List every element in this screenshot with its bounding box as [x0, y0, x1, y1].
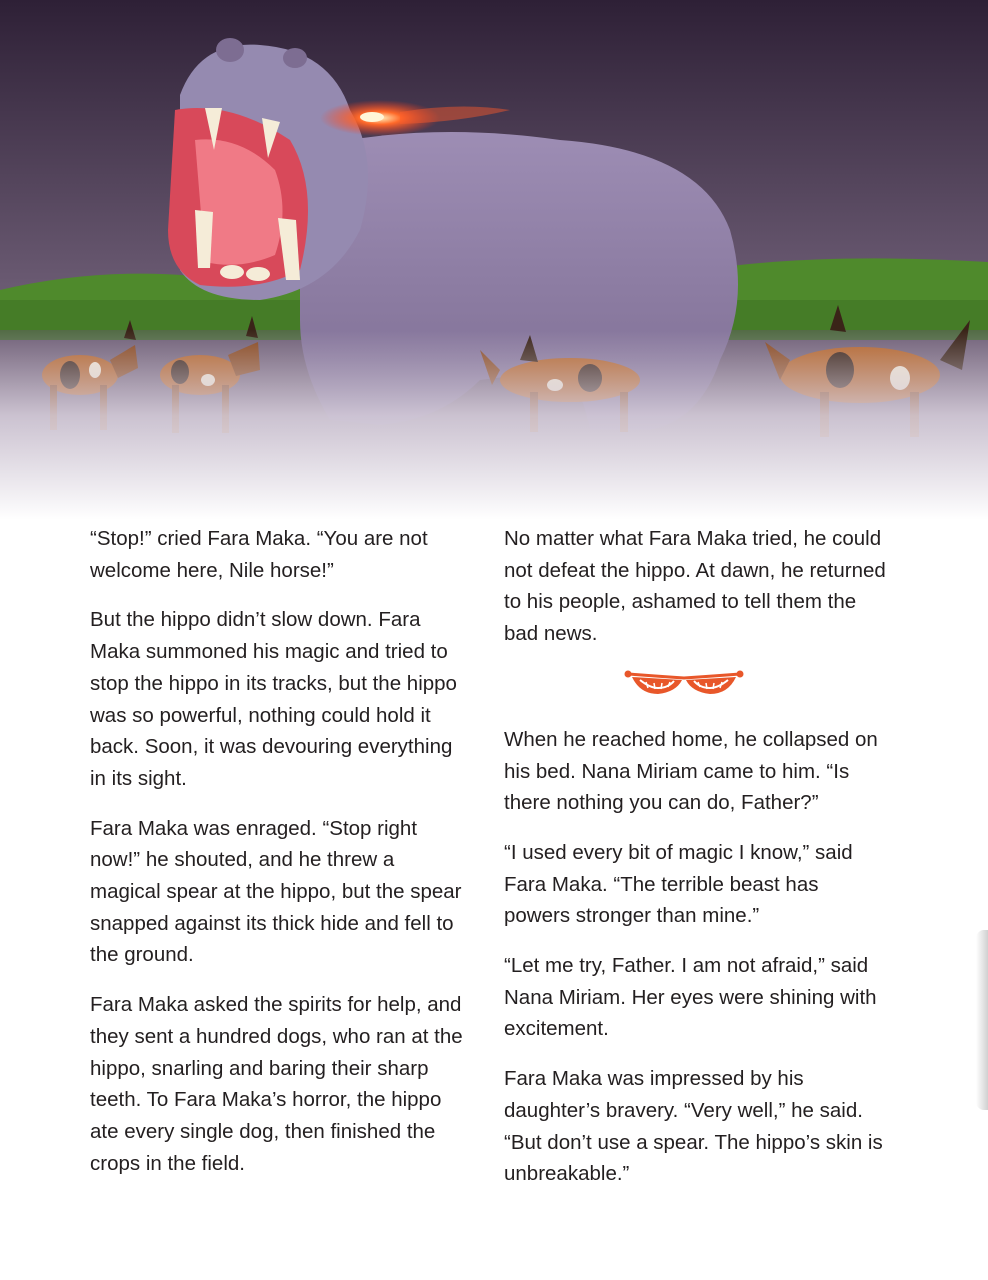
- paragraph: But the hippo didn’t slow down. Fara Maka summoned his magic and tried to stop the hippo in its tracks, but the hippo was so powerful, nothing could hold it back. Soon, it was devouring everything in its sight.: [90, 608, 457, 790]
- paragraph: Fara Maka was impressed by his daughter’s bravery. “Very well,” he said. “But don’t use a spear. The hippo’s skin is unbreakable.”: [504, 1067, 883, 1186]
- ground-mist: [0, 330, 988, 520]
- paragraph: Fara Maka was enraged. “Stop right now!” he shouted, and he threw a magical spear at the hippo, but the spear snapped against its thick hide and fell to the ground.: [90, 816, 462, 967]
- paragraph: Fara Maka asked the spirits for help, and they sent a hundred dogs, who ran at the hippo, snarling and baring their sharp teeth. To Fara Maka’s horror, the hippo ate every single dog, then finished the crops in the field.: [90, 993, 463, 1175]
- story-illustration: [0, 0, 988, 520]
- paragraph: “Let me try, Father. I am not afraid,” said Nana Miriam. Her eyes were shining with excitement.: [504, 954, 877, 1041]
- page-edge-smudge: [976, 930, 988, 1110]
- paragraph: “I used every bit of magic I know,” said Fara Maka. “The terrible beast has powers stronger than mine.”: [504, 840, 853, 928]
- section-divider-ornament: [624, 668, 744, 698]
- paragraph: No matter what Fara Maka tried, he could not defeat the hippo. At dawn, he returned to his people, ashamed to tell them the bad news.: [504, 527, 886, 646]
- paragraph: When he reached home, he collapsed on his bed. Nana Miriam came to him. “Is there nothing you can do, Father?”: [504, 727, 878, 815]
- paragraph: “Stop!” cried Fara Maka. “You are not welcome here, Nile horse!”: [90, 527, 428, 582]
- left-text-column: [90, 523, 465, 1197]
- right-text-column: [504, 523, 886, 1208]
- hippo-and-dogs-illustration: [0, 0, 988, 520]
